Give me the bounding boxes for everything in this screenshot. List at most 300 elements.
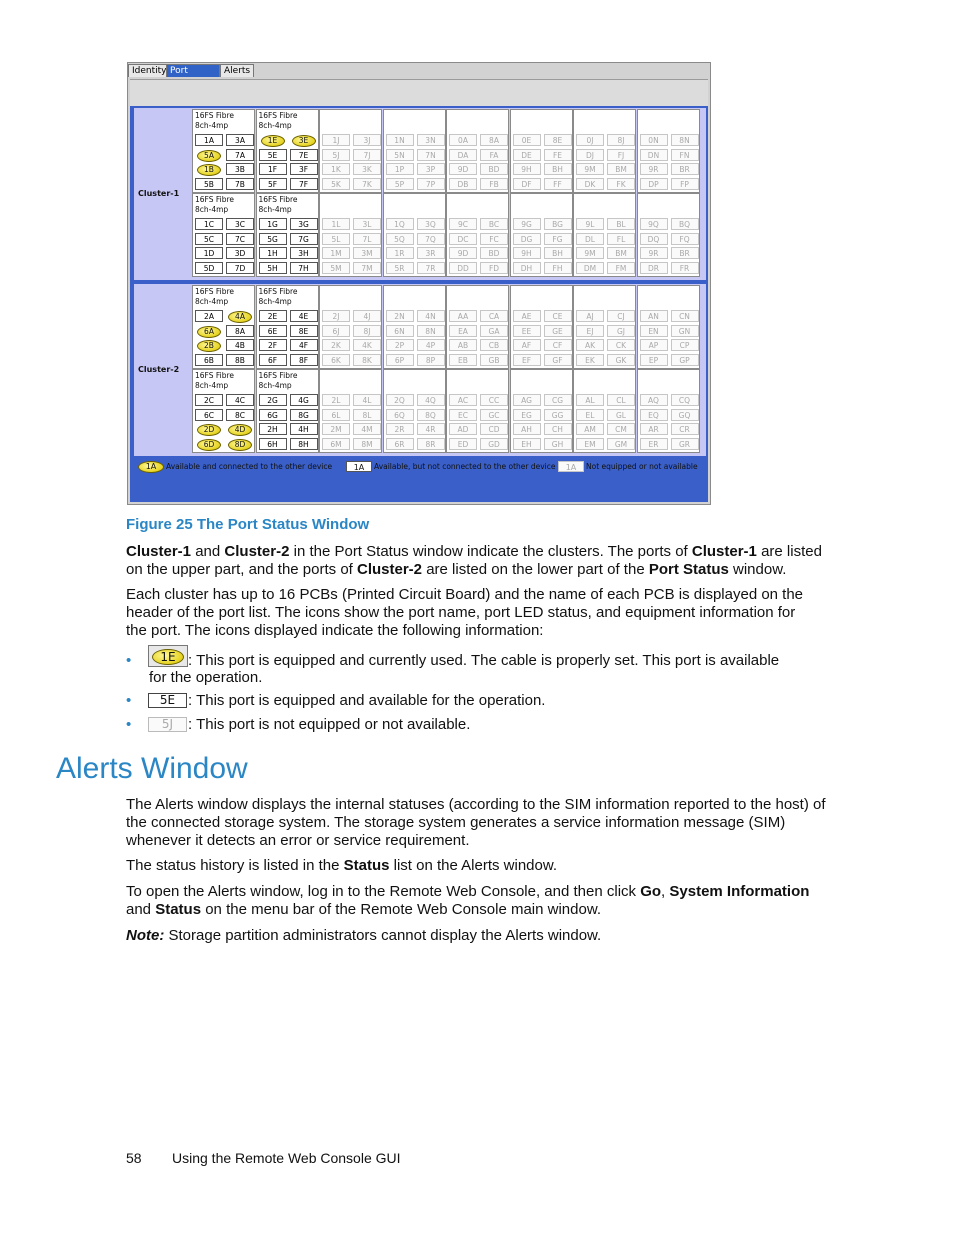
port-4b[interactable]: 4B <box>226 339 254 351</box>
port-8e[interactable]: 8E <box>290 325 318 337</box>
port-1e[interactable]: 1E <box>259 134 287 146</box>
port-3m[interactable]: 3M <box>353 247 381 259</box>
port-fk[interactable]: FK <box>607 178 635 190</box>
port-ef[interactable]: EF <box>513 354 541 366</box>
tab-alerts[interactable]: Alerts <box>220 64 254 77</box>
port-5m[interactable]: 5M <box>322 262 350 274</box>
port-1p[interactable]: 1P <box>386 163 414 175</box>
port-7f[interactable]: 7F <box>290 178 318 190</box>
port-bg[interactable]: BG <box>544 218 572 230</box>
port-fc[interactable]: FC <box>480 233 508 245</box>
port-el[interactable]: EL <box>576 409 604 421</box>
port-9d[interactable]: 9D <box>449 247 477 259</box>
port-bh[interactable]: BH <box>544 247 572 259</box>
port-6r[interactable]: 6R <box>386 438 414 450</box>
port-7b[interactable]: 7B <box>226 178 254 190</box>
port-5k[interactable]: 5K <box>322 178 350 190</box>
port-gl[interactable]: GL <box>607 409 635 421</box>
port-6h[interactable]: 6H <box>259 438 287 450</box>
port-ea[interactable]: EA <box>449 325 477 337</box>
port-5f[interactable]: 5F <box>259 178 287 190</box>
port-7l[interactable]: 7L <box>353 233 381 245</box>
port-dk[interactable]: DK <box>576 178 604 190</box>
port-cl[interactable]: CL <box>607 394 635 406</box>
pcb-column <box>383 109 446 193</box>
port-ej[interactable]: EJ <box>576 325 604 337</box>
port-1h[interactable]: 1H <box>259 247 287 259</box>
port-2k[interactable]: 2K <box>322 339 350 351</box>
port-8j[interactable]: 8J <box>607 134 635 146</box>
port-br[interactable]: BR <box>671 247 699 259</box>
port-8k[interactable]: 8K <box>353 354 381 366</box>
port-6k[interactable]: 6K <box>322 354 350 366</box>
port-bc[interactable]: BC <box>480 218 508 230</box>
pcb-column <box>573 193 636 277</box>
port-bq[interactable]: BQ <box>671 218 699 230</box>
text: and <box>191 543 225 560</box>
port-9m[interactable]: 9M <box>576 247 604 259</box>
port-2j[interactable]: 2J <box>322 310 350 322</box>
port-1m[interactable]: 1M <box>322 247 350 259</box>
port-am[interactable]: AM <box>576 423 604 435</box>
port-5r[interactable]: 5R <box>386 262 414 274</box>
port-5q[interactable]: 5Q <box>386 233 414 245</box>
port-2d[interactable]: 2D <box>195 423 223 435</box>
port-3r[interactable]: 3R <box>417 247 445 259</box>
port-fj[interactable]: FJ <box>607 149 635 161</box>
port-1k[interactable]: 1K <box>322 163 350 175</box>
port-4e[interactable]: 4E <box>290 310 318 322</box>
port-9g[interactable]: 9G <box>513 218 541 230</box>
port-cf[interactable]: CF <box>544 339 572 351</box>
port-cq[interactable]: CQ <box>671 394 699 406</box>
port-5g[interactable]: 5G <box>259 233 287 245</box>
legend <box>136 458 706 476</box>
port-ca[interactable]: CA <box>480 310 508 322</box>
port-8d[interactable]: 8D <box>226 438 254 450</box>
port-aq[interactable]: AQ <box>640 394 668 406</box>
port-4k[interactable]: 4K <box>353 339 381 351</box>
port-gr[interactable]: GR <box>671 438 699 450</box>
port-dc[interactable]: DC <box>449 233 477 245</box>
port-aa[interactable]: AA <box>449 310 477 322</box>
port-ge[interactable]: GE <box>544 325 572 337</box>
footer-title: Using the Remote Web Console GUI <box>172 1150 401 1166</box>
port-3b[interactable]: 3B <box>226 163 254 175</box>
port-9r[interactable]: 9R <box>640 247 668 259</box>
port-2p[interactable]: 2P <box>386 339 414 351</box>
port-8p[interactable]: 8P <box>417 354 445 366</box>
term-status: Status <box>155 901 202 918</box>
port-3c[interactable]: 3C <box>226 218 254 230</box>
port-cg[interactable]: CG <box>544 394 572 406</box>
port-2g[interactable]: 2G <box>259 394 287 406</box>
port-gc[interactable]: GC <box>480 409 508 421</box>
port-7j[interactable]: 7J <box>353 149 381 161</box>
port-7a[interactable]: 7A <box>226 149 254 161</box>
port-1g[interactable]: 1G <box>259 218 287 230</box>
port-3j[interactable]: 3J <box>353 134 381 146</box>
port-8n[interactable]: 8N <box>417 325 445 337</box>
port-eb[interactable]: EB <box>449 354 477 366</box>
port-ce[interactable]: CE <box>544 310 572 322</box>
port-1a[interactable]: 1A <box>195 134 223 146</box>
port-6j[interactable]: 6J <box>322 325 350 337</box>
port-8a[interactable]: 8A <box>480 134 508 146</box>
port-2b[interactable]: 2B <box>195 339 223 351</box>
port-3n[interactable]: 3N <box>417 134 445 146</box>
port-cn[interactable]: CN <box>671 310 699 322</box>
cluster-1-section <box>134 108 706 280</box>
text: are listed on the lower part of the <box>422 561 649 578</box>
tab-identity[interactable]: Identity <box>128 64 167 77</box>
port-8f[interactable]: 8F <box>290 354 318 366</box>
port-ck[interactable]: CK <box>607 339 635 351</box>
port-2a[interactable]: 2A <box>195 310 223 322</box>
pcb-column <box>446 193 509 277</box>
pcb-column <box>510 369 573 453</box>
port-gm[interactable]: GM <box>607 438 635 450</box>
port-2q[interactable]: 2Q <box>386 394 414 406</box>
port-5p[interactable]: 5P <box>386 178 414 190</box>
port-bh[interactable]: BH <box>544 163 572 175</box>
port-fm[interactable]: FM <box>607 262 635 274</box>
port-8n[interactable]: 8N <box>671 134 699 146</box>
port-em[interactable]: EM <box>576 438 604 450</box>
section-title: Alerts Window <box>56 752 248 785</box>
port-cd[interactable]: CD <box>480 423 508 435</box>
text: list on the Alerts window. <box>389 857 558 874</box>
port-aj[interactable]: AJ <box>576 310 604 322</box>
port-1n[interactable]: 1N <box>386 134 414 146</box>
port-bm[interactable]: BM <box>607 247 635 259</box>
port-6p[interactable]: 6P <box>386 354 414 366</box>
pcb-column <box>637 285 700 369</box>
port-db[interactable]: DB <box>449 178 477 190</box>
port-fr[interactable]: FR <box>671 262 699 274</box>
port-4f[interactable]: 4F <box>290 339 318 351</box>
port-3f[interactable]: 3F <box>290 163 318 175</box>
port-gh[interactable]: GH <box>544 438 572 450</box>
port-6f[interactable]: 6F <box>259 354 287 366</box>
port-2n[interactable]: 2N <box>386 310 414 322</box>
pcb-column <box>573 285 636 369</box>
paragraph-open-alerts <box>126 883 826 919</box>
port-dn[interactable]: DN <box>640 149 668 161</box>
port-1j[interactable]: 1J <box>322 134 350 146</box>
pcb-header: 16FS Fibre 8ch-4mp <box>195 371 235 390</box>
port-1q[interactable]: 1Q <box>386 218 414 230</box>
port-fd[interactable]: FD <box>480 262 508 274</box>
port-de[interactable]: DE <box>513 149 541 161</box>
port-gj[interactable]: GJ <box>607 325 635 337</box>
port-4a[interactable]: 4A <box>226 310 254 322</box>
port-6d[interactable]: 6D <box>195 438 223 450</box>
port-fg[interactable]: FG <box>544 233 572 245</box>
port-0n[interactable]: 0N <box>640 134 668 146</box>
port-7n[interactable]: 7N <box>417 149 445 161</box>
port-ch[interactable]: CH <box>544 423 572 435</box>
port-7g[interactable]: 7G <box>290 233 318 245</box>
port-2m[interactable]: 2M <box>322 423 350 435</box>
port-7p[interactable]: 7P <box>417 178 445 190</box>
port-ah[interactable]: AH <box>513 423 541 435</box>
bullet-dot: • <box>126 716 132 733</box>
port-cm[interactable]: CM <box>607 423 635 435</box>
paragraph-clusters <box>126 543 836 579</box>
port-7q[interactable]: 7Q <box>417 233 445 245</box>
pcb-column <box>256 285 319 369</box>
port-status-screenshot <box>127 62 711 505</box>
port-cb[interactable]: CB <box>480 339 508 351</box>
port-0j[interactable]: 0J <box>576 134 604 146</box>
port-0e[interactable]: 0E <box>513 134 541 146</box>
port-fn[interactable]: FN <box>671 149 699 161</box>
port-5j[interactable]: 5J <box>322 149 350 161</box>
port-8q[interactable]: 8Q <box>417 409 445 421</box>
port-fp[interactable]: FP <box>671 178 699 190</box>
pcb-header: 16FS Fibre 8ch-4mp <box>258 371 298 390</box>
port-9c[interactable]: 9C <box>449 218 477 230</box>
port-7e[interactable]: 7E <box>290 149 318 161</box>
port-3q[interactable]: 3Q <box>417 218 445 230</box>
port-dm[interactable]: DM <box>576 262 604 274</box>
port-fl[interactable]: FL <box>607 233 635 245</box>
port-9m[interactable]: 9M <box>576 163 604 175</box>
port-eh[interactable]: EH <box>513 438 541 450</box>
port-1b[interactable]: 1B <box>195 163 223 175</box>
port-4n[interactable]: 4N <box>417 310 445 322</box>
port-fe[interactable]: FE <box>544 149 572 161</box>
port-dj[interactable]: DJ <box>576 149 604 161</box>
port-2r[interactable]: 2R <box>386 423 414 435</box>
port-2l[interactable]: 2L <box>322 394 350 406</box>
port-5e[interactable]: 5E <box>259 149 287 161</box>
port-9d[interactable]: 9D <box>449 163 477 175</box>
port-ad[interactable]: AD <box>449 423 477 435</box>
port-gd[interactable]: GD <box>480 438 508 450</box>
port-8e[interactable]: 8E <box>544 134 572 146</box>
port-8b[interactable]: 8B <box>226 354 254 366</box>
port-ar[interactable]: AR <box>640 423 668 435</box>
port-6n[interactable]: 6N <box>386 325 414 337</box>
port-er[interactable]: ER <box>640 438 668 450</box>
pcb-column <box>446 109 509 193</box>
port-5d[interactable]: 5D <box>195 262 223 274</box>
port-9h[interactable]: 9H <box>513 163 541 175</box>
port-2e[interactable]: 2E <box>259 310 287 322</box>
port-1c[interactable]: 1C <box>195 218 223 230</box>
port-8a[interactable]: 8A <box>226 325 254 337</box>
port-5n[interactable]: 5N <box>386 149 414 161</box>
port-ee[interactable]: EE <box>513 325 541 337</box>
port-bd[interactable]: BD <box>480 247 508 259</box>
port-6c[interactable]: 6C <box>195 409 223 421</box>
port-gn[interactable]: GN <box>671 325 699 337</box>
port-4h[interactable]: 4H <box>290 423 318 435</box>
port-bl[interactable]: BL <box>607 218 635 230</box>
port-3l[interactable]: 3L <box>353 218 381 230</box>
port-4j[interactable]: 4J <box>353 310 381 322</box>
port-2c[interactable]: 2C <box>195 394 223 406</box>
toolbar-area <box>130 79 708 106</box>
port-gg[interactable]: GG <box>544 409 572 421</box>
port-3k[interactable]: 3K <box>353 163 381 175</box>
port-ap[interactable]: AP <box>640 339 668 351</box>
port-fa[interactable]: FA <box>480 149 508 161</box>
port-cj[interactable]: CJ <box>607 310 635 322</box>
port-4r[interactable]: 4R <box>417 423 445 435</box>
port-gp[interactable]: GP <box>671 354 699 366</box>
port-7h[interactable]: 7H <box>290 262 318 274</box>
port-da[interactable]: DA <box>449 149 477 161</box>
legend-text: Available and connected to the other device <box>166 462 333 471</box>
port-8c[interactable]: 8C <box>226 409 254 421</box>
port-0a[interactable]: 0A <box>449 134 477 146</box>
port-an[interactable]: AN <box>640 310 668 322</box>
port-8m[interactable]: 8M <box>353 438 381 450</box>
port-6a[interactable]: 6A <box>195 325 223 337</box>
pcb-column <box>637 369 700 453</box>
port-eq[interactable]: EQ <box>640 409 668 421</box>
port-ae[interactable]: AE <box>513 310 541 322</box>
port-4c[interactable]: 4C <box>226 394 254 406</box>
port-bd[interactable]: BD <box>480 163 508 175</box>
port-dr[interactable]: DR <box>640 262 668 274</box>
port-dg[interactable]: DG <box>513 233 541 245</box>
port-3h[interactable]: 3H <box>290 247 318 259</box>
port-4p[interactable]: 4P <box>417 339 445 351</box>
port-ga[interactable]: GA <box>480 325 508 337</box>
pcb-header: 16FS Fibre 8ch-4mp <box>195 195 235 214</box>
port-br[interactable]: BR <box>671 163 699 175</box>
text: The status history is listed in the <box>126 857 344 874</box>
port-gq[interactable]: GQ <box>671 409 699 421</box>
port-2h[interactable]: 2H <box>259 423 287 435</box>
port-1r[interactable]: 1R <box>386 247 414 259</box>
port-4q[interactable]: 4Q <box>417 394 445 406</box>
port-ek[interactable]: EK <box>576 354 604 366</box>
port-4l[interactable]: 4L <box>353 394 381 406</box>
port-6q[interactable]: 6Q <box>386 409 414 421</box>
pcb-column <box>319 109 382 193</box>
port-5h[interactable]: 5H <box>259 262 287 274</box>
tab-bar <box>128 63 710 79</box>
port-cc[interactable]: CC <box>480 394 508 406</box>
pcb-column <box>256 109 319 193</box>
port-3p[interactable]: 3P <box>417 163 445 175</box>
port-6b[interactable]: 6B <box>195 354 223 366</box>
port-8g[interactable]: 8G <box>290 409 318 421</box>
port-8l[interactable]: 8L <box>353 409 381 421</box>
port-5l[interactable]: 5L <box>322 233 350 245</box>
port-dd[interactable]: DD <box>449 262 477 274</box>
port-4m[interactable]: 4M <box>353 423 381 435</box>
port-fb[interactable]: FB <box>480 178 508 190</box>
port-al[interactable]: AL <box>576 394 604 406</box>
port-dl[interactable]: DL <box>576 233 604 245</box>
paragraph-pcbs: Each cluster has up to 16 PCBs (Printed Circuit Board) and the name of each PCB is displayed on the header of the port list. The icons show the port name, port LED status, and equipment information for the port. The icons displayed indicate the following information: <box>126 586 804 639</box>
port-af[interactable]: AF <box>513 339 541 351</box>
port-fh[interactable]: FH <box>544 262 572 274</box>
port-9q[interactable]: 9Q <box>640 218 668 230</box>
port-9r[interactable]: 9R <box>640 163 668 175</box>
port-7r[interactable]: 7R <box>417 262 445 274</box>
pcb-column <box>319 285 382 369</box>
port-8j[interactable]: 8J <box>353 325 381 337</box>
port-ak[interactable]: AK <box>576 339 604 351</box>
port-8r[interactable]: 8R <box>417 438 445 450</box>
port-ec[interactable]: EC <box>449 409 477 421</box>
pcb-column <box>446 369 509 453</box>
port-7c[interactable]: 7C <box>226 233 254 245</box>
pcb-column <box>446 285 509 369</box>
port-bm[interactable]: BM <box>607 163 635 175</box>
term-cluster-2: Cluster-2 <box>357 561 423 578</box>
port-6g[interactable]: 6G <box>259 409 287 421</box>
port-7k[interactable]: 7K <box>353 178 381 190</box>
pcb-header: 16FS Fibre 8ch-4mp <box>258 195 298 214</box>
port-ed[interactable]: ED <box>449 438 477 450</box>
figure-caption: Figure 25 The Port Status Window <box>126 516 370 533</box>
port-5b[interactable]: 5B <box>195 178 223 190</box>
bullet-text: : This port is equipped and available for the operation. <box>188 692 546 709</box>
port-6e[interactable]: 6E <box>259 325 287 337</box>
port-1f[interactable]: 1F <box>259 163 287 175</box>
port-gb[interactable]: GB <box>480 354 508 366</box>
port-9l[interactable]: 9L <box>576 218 604 230</box>
port-3e[interactable]: 3E <box>290 134 318 146</box>
port-1d[interactable]: 1D <box>195 247 223 259</box>
port-3g[interactable]: 3G <box>290 218 318 230</box>
port-cr[interactable]: CR <box>671 423 699 435</box>
port-fq[interactable]: FQ <box>671 233 699 245</box>
port-8h[interactable]: 8H <box>290 438 318 450</box>
port-df[interactable]: DF <box>513 178 541 190</box>
port-5a[interactable]: 5A <box>195 149 223 161</box>
port-eg[interactable]: EG <box>513 409 541 421</box>
port-en[interactable]: EN <box>640 325 668 337</box>
pcb-column <box>256 193 319 277</box>
port-ag[interactable]: AG <box>513 394 541 406</box>
port-dq[interactable]: DQ <box>640 233 668 245</box>
port-dp[interactable]: DP <box>640 178 668 190</box>
port-3d[interactable]: 3D <box>226 247 254 259</box>
pcb-column <box>319 369 382 453</box>
port-ab[interactable]: AB <box>449 339 477 351</box>
port-6l[interactable]: 6L <box>322 409 350 421</box>
port-gf[interactable]: GF <box>544 354 572 366</box>
tab-port-status[interactable]: Port <box>166 64 220 77</box>
port-ac[interactable]: AC <box>449 394 477 406</box>
port-4g[interactable]: 4G <box>290 394 318 406</box>
port-dh[interactable]: DH <box>513 262 541 274</box>
port-5c[interactable]: 5C <box>195 233 223 245</box>
port-6m[interactable]: 6M <box>322 438 350 450</box>
port-gk[interactable]: GK <box>607 354 635 366</box>
port-9h[interactable]: 9H <box>513 247 541 259</box>
port-4d[interactable]: 4D <box>226 423 254 435</box>
port-7m[interactable]: 7M <box>353 262 381 274</box>
port-3a[interactable]: 3A <box>226 134 254 146</box>
port-ep[interactable]: EP <box>640 354 668 366</box>
port-2f[interactable]: 2F <box>259 339 287 351</box>
port-cp[interactable]: CP <box>671 339 699 351</box>
port-ff[interactable]: FF <box>544 178 572 190</box>
port-7d[interactable]: 7D <box>226 262 254 274</box>
text: are listed on the upper part, and the ports of <box>126 543 822 578</box>
port-1l[interactable]: 1L <box>322 218 350 230</box>
